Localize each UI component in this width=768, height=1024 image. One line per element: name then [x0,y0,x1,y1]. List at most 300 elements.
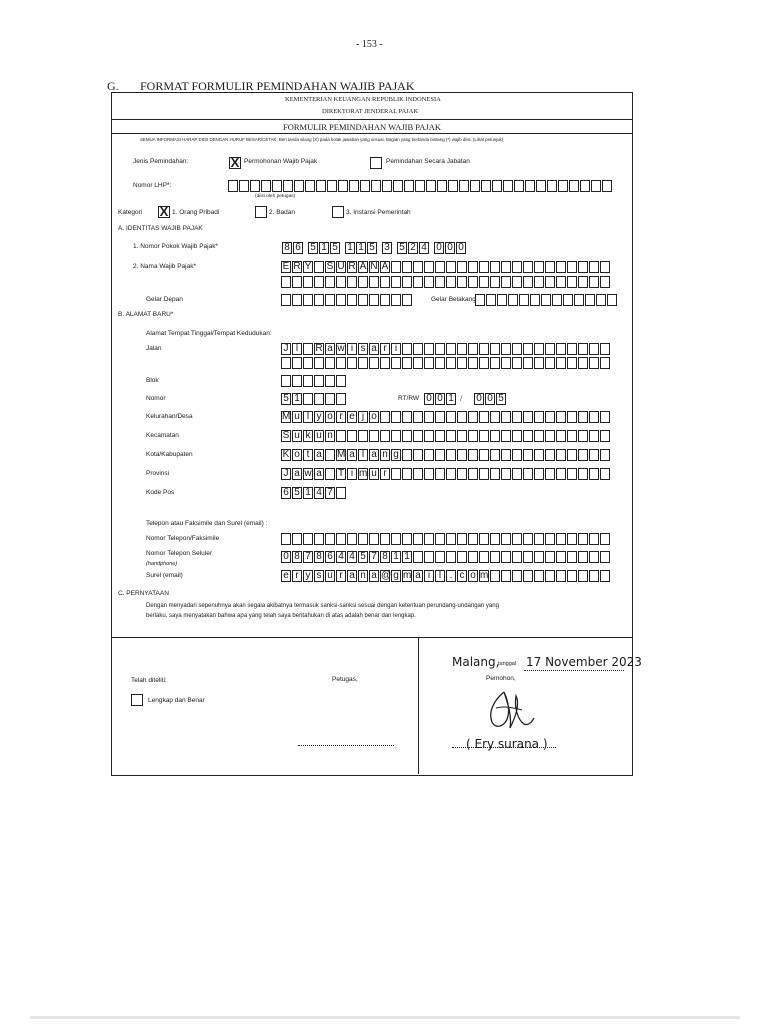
char-box [567,411,577,423]
char-box [448,180,458,192]
char-box [490,357,500,369]
kategori-instansi-checkbox[interactable] [332,206,344,218]
char-box: 6 [281,487,291,499]
sign-date: 17 November 2023 [526,655,642,669]
char-box [281,294,291,306]
char-box [545,276,555,288]
char-box [545,430,555,442]
char-box [292,294,302,306]
blok-boxes[interactable] [281,375,347,387]
char-box [512,261,522,273]
char-box [523,570,533,582]
char-box: j [358,411,368,423]
title-divider [111,133,632,134]
rw-boxes[interactable] [474,393,507,405]
char-box [446,533,456,545]
nama-boxes-line1[interactable] [281,261,611,273]
char-box [349,180,359,192]
char-box [468,411,478,423]
char-box: 5 [308,242,318,254]
provinsi-boxes[interactable] [281,468,611,480]
char-box [508,294,518,306]
char-box [519,294,529,306]
char-box [525,180,535,192]
gelar-belakang-boxes[interactable] [475,294,618,306]
char-box [479,551,489,563]
char-box [534,411,544,423]
char-box: 8 [314,551,324,563]
char-box [563,294,573,306]
char-box [600,411,610,423]
petugas-label: Petugas, [332,676,358,683]
char-box [325,468,335,480]
char-box [272,180,282,192]
char-box: o [369,411,379,423]
char-box [305,180,315,192]
char-box [567,533,577,545]
char-box [556,411,566,423]
char-box [435,551,445,563]
char-box [479,276,489,288]
char-box [294,180,304,192]
char-box [402,430,412,442]
char-box: 1 [402,551,412,563]
char-box [556,343,566,355]
char-box: M [282,411,291,422]
char-box [281,375,291,387]
char-box [580,180,590,192]
char-box [468,533,478,545]
lhp-label: Nomor LHP*: [133,182,172,189]
char-box: o [292,449,302,461]
char-box [578,551,588,563]
char-box [325,449,335,461]
char-box: S [326,261,334,272]
char-box [523,449,533,461]
char-box: 0 [456,242,466,254]
char-box: 8 [292,551,302,563]
jalan-boxes-line1[interactable] [281,343,611,355]
char-box [600,261,610,273]
char-box: R [315,343,323,354]
npwp-label: 1. Nomor Pokok Wajib Pajak* [133,243,219,250]
kecamatan-boxes[interactable] [281,430,611,442]
char-box [523,533,533,545]
char-box [283,180,293,192]
char-box: a [314,449,324,461]
char-box: g [391,449,401,461]
char-box [589,357,599,369]
char-box [534,449,544,461]
char-box [314,393,324,405]
char-box [512,449,522,461]
char-box: y [303,570,313,582]
char-box [530,294,540,306]
char-box [402,343,412,355]
char-box: 0 [445,242,455,254]
char-box [325,276,335,288]
char-box [347,294,357,306]
char-box [567,430,577,442]
char-box [534,468,544,480]
char-box: l [358,449,368,461]
char-box [360,180,370,192]
pernyataan-heading: C. PERNYATAAN [118,590,169,597]
char-box [589,449,599,461]
char-box [567,551,577,563]
rt-boxes[interactable] [424,393,457,405]
identitas-heading: A. IDENTITAS WAJIB PAJAK [118,225,203,232]
char-box [534,430,544,442]
char-box [325,294,335,306]
char-box [303,533,313,545]
char-box: u [292,430,302,442]
char-box [534,570,544,582]
char-box [457,411,467,423]
char-box: 1 [356,242,366,254]
pemohon-label: Pemohon, [486,675,516,682]
char-box [380,276,390,288]
petugas-signature-line [298,745,394,746]
char-box [591,180,601,192]
char-box [556,570,566,582]
char-box: 8 [380,551,390,563]
char-box [490,261,500,273]
char-box [314,276,324,288]
jenis-jabatan-label: Pemindahan Secara Jabatan [386,158,470,165]
char-box: r [336,411,346,423]
char-box [600,468,610,480]
char-box [523,468,533,480]
char-box [578,430,588,442]
pernyataan-line2: berlaku, saya menyatakan bahwa apa yang telah saya beritahukan di atas adalah benar dan lengkap. [146,613,416,619]
char-box [413,551,423,563]
char-box [336,487,346,499]
char-box [556,276,566,288]
char-box [602,180,612,192]
char-box [437,180,447,192]
char-box [479,449,489,461]
char-box [545,261,555,273]
char-box [435,276,445,288]
char-box [523,430,533,442]
char-box [490,411,500,423]
char-box [369,430,379,442]
char-box: n [358,570,368,582]
char-box [578,411,588,423]
jalan-label: Jalan [146,345,162,352]
char-box [347,276,357,288]
char-box [523,551,533,563]
char-box [303,357,313,369]
char-box [585,294,595,306]
char-box [314,533,324,545]
char-box [486,294,496,306]
char-box: 0 [434,242,444,254]
char-box [578,357,588,369]
char-box: g [391,570,401,582]
char-box [468,468,478,480]
kota-label: Kota/Kabupaten [146,451,193,458]
kategori-label: Kategori [118,209,143,216]
char-box: 2 [408,242,418,254]
char-box: a [347,570,357,582]
kontak-heading: Telepon atau Faksimile dan Surel (email) : [146,520,268,527]
char-box [607,294,617,306]
lhp-boxes[interactable] [228,180,613,192]
char-box: a [369,343,379,355]
char-box [556,430,566,442]
char-box [512,468,522,480]
char-box [545,411,555,423]
char-box: 7 [325,487,335,499]
char-box [490,343,500,355]
char-box [424,449,434,461]
kategori-orang-pribadi-checkbox[interactable]: X [159,204,169,219]
char-box: 1 [391,551,401,563]
char-box: c [457,570,467,582]
char-box: a [369,449,379,461]
char-box [569,180,579,192]
char-box [325,357,335,369]
char-box [413,533,423,545]
char-box [479,533,489,545]
char-box [314,375,324,387]
char-box: 7 [369,551,379,563]
char-box: 5 [496,393,506,405]
jenis-permohonan-checkbox[interactable]: X [230,155,240,170]
gelar-depan-boxes[interactable] [281,294,413,306]
char-box [336,430,346,442]
char-box [457,430,467,442]
signer-line [452,747,556,748]
char-box: Y [304,261,312,272]
char-box [413,430,423,442]
char-box: M [337,449,346,460]
char-box [457,468,467,480]
char-box [347,430,357,442]
char-box [382,180,392,192]
char-box [369,294,379,306]
char-box: o [325,411,335,423]
char-box [589,276,599,288]
char-box [501,430,511,442]
char-box [479,343,489,355]
char-box: 5 [292,487,302,499]
char-box [468,357,478,369]
char-box: 4 [419,242,429,254]
char-box [512,533,522,545]
char-box [358,357,368,369]
char-box [459,180,469,192]
telah-diteliti-label: Telah diteliti: [131,677,167,684]
char-box [596,294,606,306]
char-box [600,276,610,288]
nama-boxes-line2[interactable] [281,276,611,288]
char-box [501,551,511,563]
char-box [589,551,599,563]
lengkap-checkbox[interactable] [131,694,143,706]
char-box: y [314,411,324,423]
kategori-instansi-label: 3. Instansi Pemerintah [346,209,411,216]
char-box [600,357,610,369]
npwp-boxes[interactable] [282,242,467,254]
char-box [391,261,401,273]
char-box [292,375,302,387]
char-box [336,357,346,369]
kota-boxes[interactable] [281,449,611,461]
char-box [314,357,324,369]
char-box: 5 [367,242,377,254]
char-box [424,430,434,442]
telepon-boxes[interactable] [281,533,611,545]
char-box [413,468,423,480]
char-box: 0 [474,393,484,405]
char-box [457,449,467,461]
char-box [292,357,302,369]
char-box [413,276,423,288]
char-box [501,570,511,582]
char-box: i [347,343,357,355]
surel-label: Surel (email) [146,572,183,579]
char-box [336,393,346,405]
char-box [369,276,379,288]
date-underline [524,670,624,671]
char-box: r [336,570,346,582]
surel-boxes[interactable] [281,570,611,582]
char-box [523,343,533,355]
char-box [457,261,467,273]
char-box [475,294,485,306]
char-box [589,468,599,480]
char-box [567,468,577,480]
char-box [501,261,511,273]
page-bottom-rule [30,1016,740,1019]
char-box: w [304,468,312,479]
char-box [512,343,522,355]
char-box: 0 [435,393,445,405]
char-box [336,276,346,288]
seluler-boxes[interactable] [281,551,611,563]
char-box [413,449,423,461]
char-box [303,294,313,306]
char-box [446,276,456,288]
char-box [567,343,577,355]
kodepos-boxes[interactable] [281,487,347,499]
char-box [347,357,357,369]
char-box [490,449,500,461]
char-box [578,449,588,461]
char-box: m [359,468,368,479]
char-box: a [369,570,379,582]
char-box: l [435,570,445,582]
char-box [600,551,610,563]
char-box [435,533,445,545]
seluler-label: Nomor Telepon Seluler [146,550,212,557]
char-box [239,180,249,192]
section-title: FORMAT FORMULIR PEMINDAHAN WAJIB PAJAK [140,79,415,93]
jenis-jabatan-checkbox[interactable] [370,157,382,169]
kelurahan-boxes[interactable] [281,411,611,423]
char-box [578,343,588,355]
seluler-sublabel: (handphone) [146,561,178,567]
char-box: n [380,449,390,461]
rtrw-label: RT/RW [398,395,420,402]
char-box [497,294,507,306]
directorate-name: DIREKTORAT JENDERAL PAJAK [322,108,419,115]
char-box [435,430,445,442]
char-box [600,343,610,355]
char-box: n [325,430,335,442]
char-box [314,261,324,273]
char-box: 5 [358,551,368,563]
char-box [369,533,379,545]
nomor-boxes[interactable] [281,393,347,405]
char-box [479,357,489,369]
char-box [435,357,445,369]
char-box [424,533,434,545]
char-box: U [337,261,345,272]
char-box [490,276,500,288]
char-box [552,294,562,306]
char-box: s [358,343,368,355]
char-box [545,533,555,545]
char-box [600,430,610,442]
char-box [512,276,522,288]
char-box [424,261,434,273]
char-box [545,449,555,461]
char-box [501,411,511,423]
char-box [393,180,403,192]
jalan-boxes-line2[interactable] [281,357,611,369]
char-box [512,411,522,423]
char-box [589,533,599,545]
char-box [446,411,456,423]
char-box [391,533,401,545]
char-box: 1 [292,393,302,405]
char-box [457,533,467,545]
char-box: u [325,570,335,582]
alamat-sub: Alamat Tempat Tinggal/Tempat Kedudukan: [146,330,272,337]
char-box [578,468,588,480]
char-box [512,551,522,563]
char-box [556,261,566,273]
char-box: 6 [325,551,335,563]
char-box: l [303,411,313,423]
lengkap-label: Lengkap dan Benar [148,697,205,704]
char-box [589,411,599,423]
char-box [481,180,491,192]
telepon-label: Nomor Telepon/Faksimile [146,535,220,542]
char-box [424,357,434,369]
char-box [567,449,577,461]
char-box: N [370,261,378,272]
char-box [435,449,445,461]
char-box [534,276,544,288]
char-box [347,533,357,545]
kategori-badan-checkbox[interactable] [255,206,267,218]
char-box [413,343,423,355]
char-box: o [468,570,478,582]
char-box: 1 [319,242,329,254]
char-box [501,468,511,480]
char-box [541,294,551,306]
jenis-label: Jenis Pemindahan: [133,158,189,165]
char-box: R [293,261,301,272]
kodepos-label: Kode Pos [146,489,175,496]
char-box [468,261,478,273]
char-box [380,533,390,545]
